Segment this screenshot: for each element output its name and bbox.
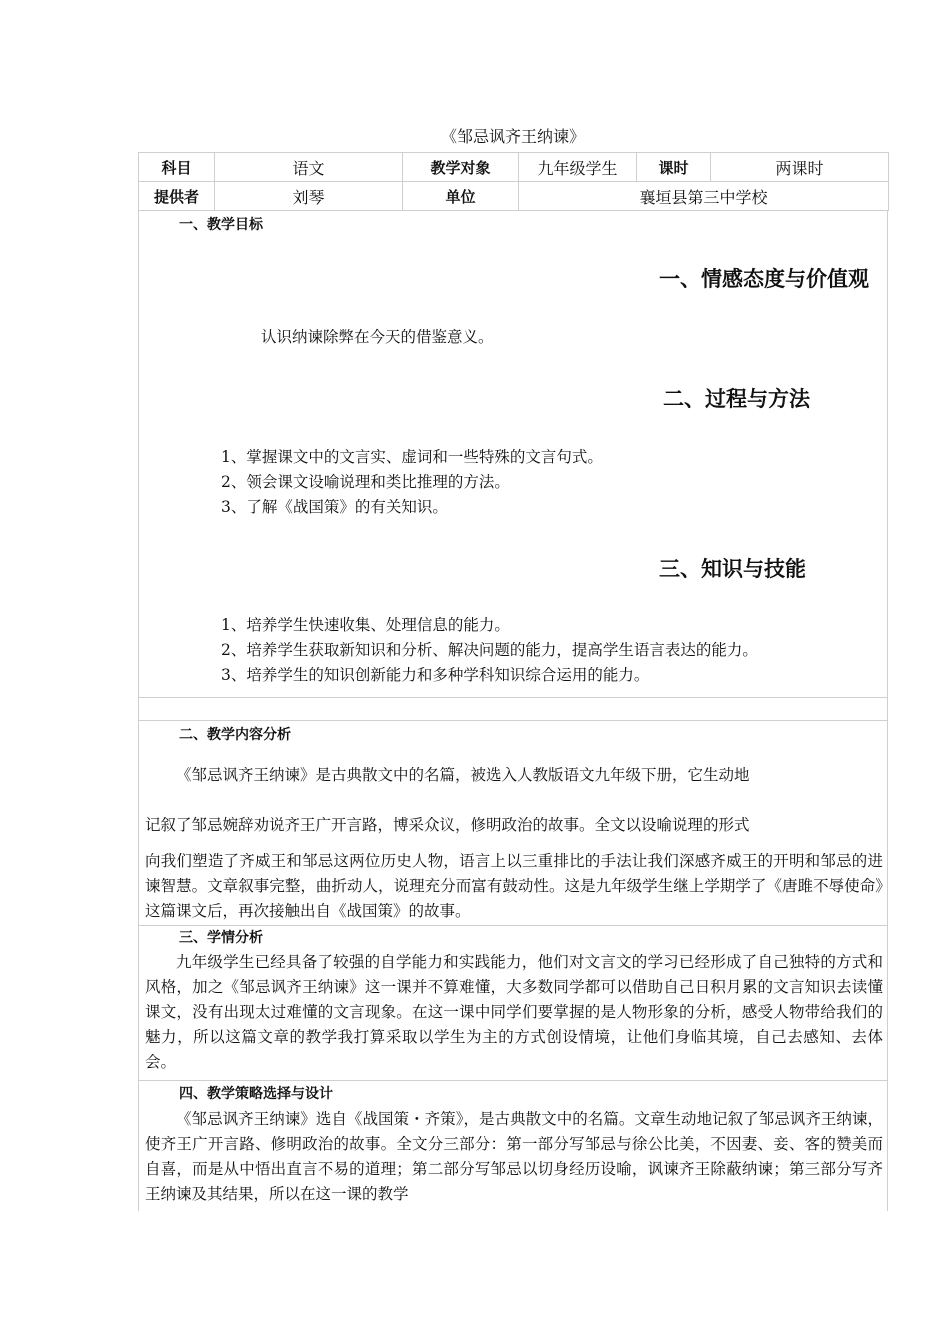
- section2-heading: 二、教学内容分析: [179, 727, 291, 743]
- unit-value: 襄垣县第三中学校: [519, 182, 889, 211]
- sub3-heading: 三、知识与技能: [659, 557, 806, 581]
- section4-heading: 四、教学策略选择与设计: [179, 1086, 333, 1102]
- section2-line-3: 向我们塑造了齐威王和邹忌这两位历史人物，语言上以三重排比的手法让我们深感齐威王的开明和邹忌的进谏智慧。文章叙事完整，曲折动人，说理充分而富有鼓动性。这是九年级学生继上学期学了《唐雎不辱使命》这篇课文后，再次接触出自《战国策》的故事。: [145, 852, 883, 920]
- info-table: [138, 152, 889, 211]
- subject-value: 语文: [215, 153, 403, 182]
- section-content-analysis: [138, 720, 888, 925]
- sub2-item-3: 3、了解《战国策》的有关知识。: [221, 498, 448, 516]
- sub3-item-1: 1、培养学生快速收集、处理信息的能力。: [221, 616, 510, 634]
- sub1-item-1: 认识纳谏除弊在今天的借鉴意义。: [261, 328, 494, 346]
- sub2-heading: 二、过程与方法: [663, 387, 810, 411]
- section1-heading: 一、教学目标: [179, 217, 263, 233]
- section2-line-1: 《邹忌讽齐王纳谏》是古典散文中的名篇，被选入人教版语文九年级下册，它生动地: [176, 766, 750, 784]
- sub2-item-2: 2、领会课文设喻说理和类比推理的方法。: [221, 473, 510, 491]
- subject-label: 科目: [139, 153, 215, 182]
- section3-heading: 三、学情分析: [179, 930, 263, 946]
- section3-text: 九年级学生已经具备了较强的自学能力和实践能力，他们对文言文的学习已经形成了自己独特的方式和风格，加之《邹忌讽齐王纳谏》这一课并不算难懂，大多数同学都可以借助自己日积月累的文言知识去读懂课文，没有出现太过难懂的文言现象。在这一课中同学们要掌握的是人物形象的分析，感受人物带给我们的魅力，所以这篇文章的教学我打算采取以学生为主的方式创设情境，让他们身临其境，自己去感知、去体会。: [145, 953, 883, 1071]
- provider-value: 刘琴: [215, 182, 403, 211]
- hours-label: 课时: [637, 153, 711, 182]
- sub2-item-1: 1、掌握课文中的文言实、虚词和一些特殊的文言句式。: [221, 448, 603, 466]
- info-row-1: [139, 153, 889, 182]
- divider: [138, 697, 888, 720]
- target-value: 九年级学生: [519, 153, 637, 182]
- section-strategy: [138, 1080, 888, 1211]
- section4-text: 《邹忌讽齐王纳谏》选自《战国策・齐策》，是古典散文中的名篇。文章生动地记叙了邹忌讽齐王纳谏，使齐王广开言路、修明政治的故事。全文分三部分：第一部分写邹忌与徐公比美，不因妻、妾、客的赞美而自喜，而是从中悟出直言不易的道理；第二部分写邹忌以切身经历设喻，讽谏齐王除蔽纳谏；第三部分写齐王纳谏及其结果，所以在这一课的教学: [145, 1110, 883, 1203]
- section-teaching-goals: [138, 211, 888, 697]
- target-label: 教学对象: [403, 153, 519, 182]
- sub1-heading: 一、情感态度与价值观: [659, 267, 869, 291]
- document-title: 《邹忌讽齐王纳谏》: [440, 127, 585, 146]
- sub3-item-2: 2、培养学生获取新知识和分析、解决问题的能力，提高学生语言表达的能力。: [221, 641, 758, 659]
- hours-value: 两课时: [711, 153, 889, 182]
- document: [138, 122, 888, 1211]
- info-row-2: [139, 182, 889, 211]
- sub3-item-3: 3、培养学生的知识创新能力和多种学科知识综合运用的能力。: [221, 666, 650, 684]
- section2-line-2: 记叙了邹忌婉辞劝说齐王广开言路，博采众议，修明政治的故事。全文以设喻说理的形式: [145, 816, 750, 834]
- unit-label: 单位: [403, 182, 519, 211]
- provider-label: 提供者: [139, 182, 215, 211]
- section-student-analysis: [138, 925, 888, 1080]
